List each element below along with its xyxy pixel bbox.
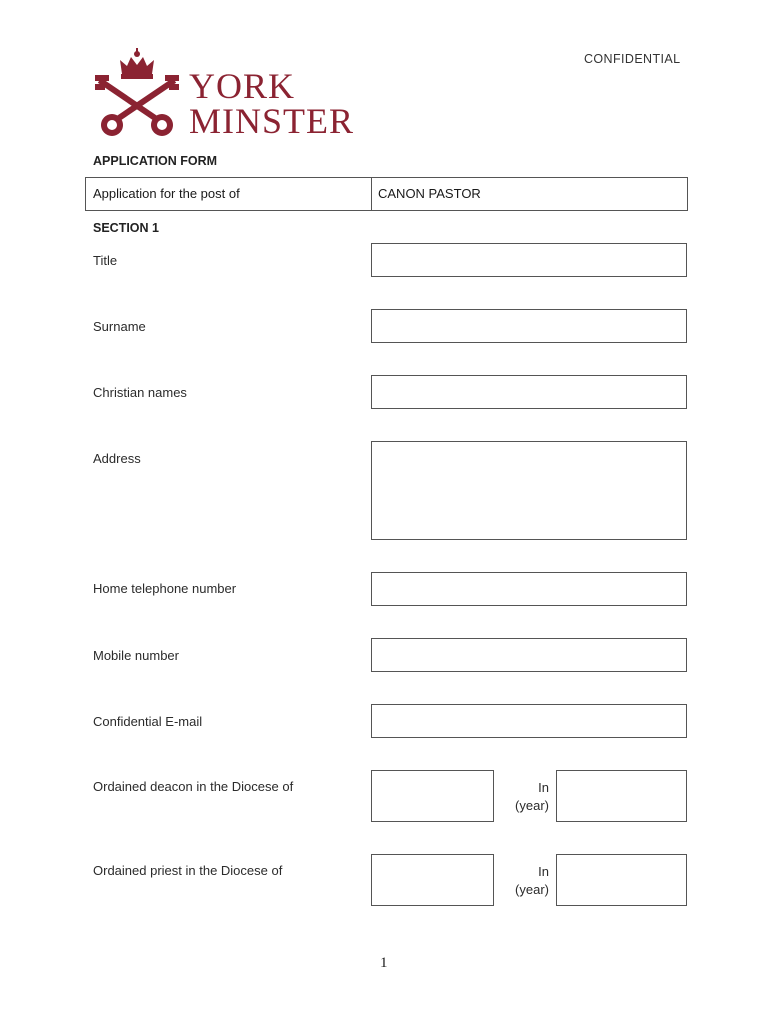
home-phone-label: Home telephone number bbox=[93, 581, 237, 596]
home-phone-field[interactable] bbox=[371, 572, 687, 606]
section-heading: SECTION 1 bbox=[93, 221, 159, 235]
logo-text-york: YORK bbox=[189, 66, 296, 106]
email-field[interactable] bbox=[371, 704, 687, 738]
title-field[interactable] bbox=[371, 243, 687, 277]
in-label: In bbox=[538, 864, 549, 879]
surname-label: Surname bbox=[93, 319, 146, 334]
york-minster-logo bbox=[92, 48, 382, 141]
priest-diocese-field[interactable] bbox=[371, 854, 494, 906]
priest-label: Ordained priest in the Diocese of bbox=[93, 863, 283, 878]
christian-names-label: Christian names bbox=[93, 385, 187, 400]
title-label: Title bbox=[93, 253, 118, 268]
in-label: In bbox=[538, 780, 549, 795]
christian-names-field[interactable] bbox=[371, 375, 687, 409]
email-label: Confidential E-mail bbox=[93, 714, 203, 729]
mobile-label: Mobile number bbox=[93, 648, 179, 663]
priest-year-field[interactable] bbox=[556, 854, 687, 906]
crossed-keys-crown-icon bbox=[92, 48, 184, 138]
priest-year-label bbox=[500, 863, 549, 899]
confidential-label: CONFIDENTIAL bbox=[584, 52, 681, 66]
surname-field[interactable] bbox=[371, 309, 687, 343]
year-label: (year) bbox=[515, 798, 549, 813]
mobile-field[interactable] bbox=[371, 638, 687, 672]
post-table bbox=[85, 177, 688, 211]
address-label: Address bbox=[93, 451, 141, 466]
deacon-diocese-field[interactable] bbox=[371, 770, 494, 822]
deacon-year-field[interactable] bbox=[556, 770, 687, 822]
form-title: APPLICATION FORM bbox=[93, 154, 218, 168]
deacon-year-label bbox=[500, 779, 549, 815]
post-label: Application for the post of bbox=[86, 178, 372, 210]
logo-text-minster: MINSTER bbox=[189, 101, 355, 141]
year-label: (year) bbox=[515, 882, 549, 897]
deacon-label: Ordained deacon in the Diocese of bbox=[93, 779, 294, 794]
address-field[interactable] bbox=[371, 441, 687, 540]
page-number: 1 bbox=[380, 955, 388, 971]
post-value: CANON PASTOR bbox=[378, 186, 481, 201]
